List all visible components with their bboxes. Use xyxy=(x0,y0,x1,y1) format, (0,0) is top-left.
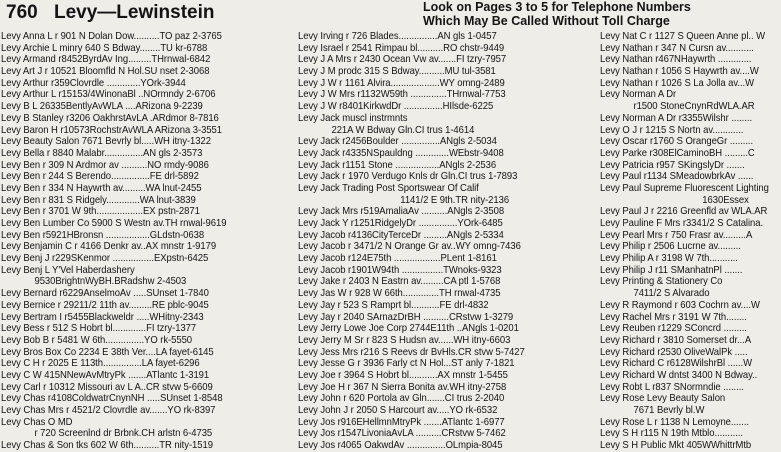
listing-entry: Levy Jesse G r 3936 Farly ct N Hol...ST anly 7-1821 xyxy=(298,358,515,370)
column-2 xyxy=(298,31,598,452)
page-title: Levy—Lewinstein xyxy=(54,2,215,23)
listing-entry: Levy Irving r 726 Blades...............AN gls 1-0457 xyxy=(298,31,497,42)
listing-entry: Levy O J r 1215 S Nortn av............ xyxy=(600,124,744,136)
listing-entry: r 720 Screenlnd dr Brbnk.CH arlstn 6-4735 xyxy=(34,428,213,440)
listing-entry: Levy Bros Box Co 2234 E 38th Ver....LA fayet-6145 xyxy=(1,346,214,358)
listing-entry: Levy Chas Mrs r 4521/2 Clovrdle av.......YO rk-8397 xyxy=(1,405,216,416)
page-number: 760 xyxy=(6,2,38,23)
listing-entry: Levy Benj J r229SKenmor ................EXpstn-6425 xyxy=(1,253,209,265)
listing-entry: Levy Richard C r6128WilshrBl ......W xyxy=(600,358,753,370)
listing-entry: Levy Ben r 244 S Berendo...............FE drl-5892 xyxy=(1,171,199,183)
listing-entry: Levy Paul r1134 SMeadowbrkAv ...... xyxy=(600,171,754,183)
listing-entry: Levy Richard r 3810 Somerset dr...A xyxy=(600,334,752,346)
listing-entry: Levy Nathan r 1026 S La Jolla av...W xyxy=(600,77,755,89)
listing-entry: Levy Arthur L r15153/4WinonaBl ..NOrmndy 2-6706 xyxy=(1,89,216,101)
listing-entry: Levy Paul Supreme Fluorescent Lighting xyxy=(600,182,769,194)
listing-entry: Levy Jack r4335NSpauldng .............WEbstr-9408 xyxy=(298,147,504,159)
listing-entry: r1500 StoneCnynRdWLA.AR xyxy=(633,101,755,113)
listing-entry: Levy J W Mrs r1132W59th ..............THrnwal-7753 xyxy=(298,89,506,101)
listing-entry: Levy C W 415NNewAvMtryPk .......ATlantc 1-3191 xyxy=(1,369,210,381)
listing-entry: Levy S H r115 N 19th Mtblo........... xyxy=(600,428,743,440)
listing-entry: Levy Jacob r 3471/2 N Orange Gr av..WY omng-7436 xyxy=(298,241,521,253)
listing-entry: Levy Jay r 523 S Ramprt bl...........FE drl-4832 xyxy=(298,299,489,311)
listing-entry: Levy Benj L Y'Vel Haberdashery xyxy=(1,264,135,276)
listing-entry: Levy Archie L minry 640 S Bdway........TU kr-6788 xyxy=(1,42,208,54)
listing-entry: Levy Ben r5921HBronsn .................GLdstn-0638 xyxy=(1,229,205,241)
listing-entry: Levy Pauline F Mrs r3341/2 S Catalina. xyxy=(600,218,764,229)
listing-entry: Levy Jack r1151 Stone .................ANgls 2-2536 xyxy=(298,159,497,171)
listing-entry: Levy Bernard r6229AnselmoAv .....SUnset 1-7840 xyxy=(1,288,209,300)
listing-entry: Levy Jake r 2403 N Eastrn av.........CA ptl 1-5768 xyxy=(298,276,501,288)
listing-entry: Levy B Stanley r3206 OakhrstAvLA .ARdmor 8-7816 xyxy=(1,112,219,124)
listing-entry: Levy Nathan r467NHaywrth ............. xyxy=(600,54,752,66)
listing-entry: Levy B L 26335BentlyAvWLA ....ARizona 9-2239 xyxy=(1,101,203,113)
listing-entry: Levy Richard r2530 OliveWalPk ..... xyxy=(600,346,748,358)
listing-entry: 7411/2 S Alvarado xyxy=(633,288,710,300)
listing-entry: Levy Jack Mrs r519AmaliaAv ..........ANgls 2-3508 xyxy=(298,206,505,218)
listing-entry: Levy S H Public Mkt 405WWhittrMtb xyxy=(600,440,752,452)
listing-entry: Levy Rachel Mrs r 3191 W 7th........ xyxy=(600,311,747,323)
listing-entry: Levy Ben r 334 N Haywrth av.........WA lnut-2455 xyxy=(1,182,202,194)
listing-entry: Levy Jack muscl instrmnts xyxy=(298,112,408,124)
listing-entry: 9530BrightnWyBH.BRadshw 2-4503 xyxy=(34,276,187,288)
listing-entry: Levy Nathan r 1056 S Haywrth av....W xyxy=(600,66,759,78)
column-1 xyxy=(1,31,296,452)
listing-entry: Levy Jacob r4136CityTerceDr .........ANgls 2-5334 xyxy=(298,229,504,241)
listing-entry: 1630Essex xyxy=(702,194,749,206)
listing-entry: Levy Reuben r1229 SConcrd ......... xyxy=(600,323,747,335)
listing-entry: Levy Rose L r 1138 N Lemoyne....... xyxy=(600,416,749,428)
listing-entry: Levy Bella r 8840 Malabr...............AN gls 2-3573 xyxy=(1,147,203,159)
listing-entry: Levy Chas & Son tks 602 W 6th..........TR nity-1519 xyxy=(1,440,213,452)
page-header xyxy=(0,0,781,29)
listing-entry: Levy Jack r 1970 Verdugo Knls dr Gln.CI trus 1-7893 xyxy=(298,171,518,183)
listing-entry: Levy Beauty Salon 7671 Bevrly bl.....WH itny-1322 xyxy=(1,136,211,148)
listing-entry: Levy Jess Mrs r216 S Reevs dr BvHls.CR stvw 5-7427 xyxy=(298,346,525,358)
listing-entry: Levy Jas W r 928 W 66th..............TH rnwal-4735 xyxy=(298,288,501,300)
listing-entry: Levy Jack r2456Boulder ...............ANgls 2-5034 xyxy=(298,136,497,148)
listing-entry: Levy Ben Lumber Co 5900 S Westn av.TH rnwal-9619 xyxy=(1,218,227,229)
listing-entry: Levy Nat C r 1127 S Queen Anne pl.. W xyxy=(600,31,766,42)
listing-entry: Levy Jerry M Sr r 823 S Hudsn av......WH itny-6603 xyxy=(298,334,511,346)
listing-entry: Levy Armand r8452ByrdAv Ing.........THrnwal-6842 xyxy=(1,54,211,66)
listing-entry: Levy Ben r 309 N Ardmor av ..........NO rmdy-9086 xyxy=(1,159,209,171)
listing-entry: Levy Jack Y r1251RidgelyDr ...............YOrk-6485 xyxy=(298,218,503,229)
listing-entry: Levy Parke r308ElCaminoBH .........C xyxy=(600,147,755,159)
listing-entry: Levy Philip r 2506 Lucrne av......... xyxy=(600,241,741,253)
listing-entry: Levy Ben r 831 S Ridgely.............WA lnut-3839 xyxy=(1,194,196,206)
listing-entry: Levy Nathan r 347 N Cursn av........... xyxy=(600,42,754,54)
listing-entry: Levy John r 620 Portola av Gln.......CI trus 2-2040 xyxy=(298,393,505,405)
listing-entry: Levy Chas O MD xyxy=(1,416,73,428)
listing-entry: Levy Joe r 3964 S Hobrt bl...........AX mnstr 1-5455 xyxy=(298,369,508,381)
listing-entry: Levy Bernice r 29211/2 11th av.........RE pblc-9045 xyxy=(1,299,209,311)
listing-entry: Levy Jos r916EHellmnMtryPk .......ATlantc 1-6977 xyxy=(298,416,505,428)
listing-entry: Levy Benjamin C r 4166 Denkr av..AX mnstr 1-9179 xyxy=(1,241,217,253)
listing-entry: Levy J M prodc 315 S Bdway..........MU tul-3581 xyxy=(298,66,496,78)
listing-entry: Levy Robt L r837 SNormndie ........ xyxy=(600,381,744,393)
listing-entry: Levy Norman A Dr r3355Wilshr ........ xyxy=(600,112,753,124)
listing-entry: Levy Rose Levy Beauty Salon xyxy=(600,393,726,405)
listing-entry: Levy J W r8401KirkwdDr ...............HIlsde-6225 xyxy=(298,101,494,113)
listing-entry: 221A W Bdway Gln.CI trus 1-4614 xyxy=(331,124,475,136)
listing-entry: Levy Patricia r957 SKingslyDr ....... xyxy=(600,159,745,171)
toll-note-line-1: Look on Pages 3 to 5 for Telephone Numbers xyxy=(423,0,691,14)
listing-entry: 1141/2 E 9th.TR nity-2136 xyxy=(400,194,510,206)
listing-entry: Levy Arthur r359Clovrdle .............YOrk-3944 xyxy=(1,77,186,89)
listing-entry: Levy C H r 2025 E 113th...............LA fayet-6296 xyxy=(1,358,200,370)
listing-entry: Levy Baron H r10573RochstrAvWLA ARizona 3-3551 xyxy=(1,124,222,136)
listing-entry: Levy Ben r 3701 W 9th..................EX pstn-2871 xyxy=(1,206,200,218)
listing-entry: Levy Israel r 2541 Rimpau bl..........RO chstr-9449 xyxy=(298,42,505,54)
toll-note-line-2: Which May Be Called Without Toll Charge xyxy=(423,14,670,28)
listing-entry: Levy Jack Trading Post Sportswear Of Calif xyxy=(298,182,479,194)
listing-entry: Levy Printing & Stationery Co xyxy=(600,276,723,288)
listing-entry: Levy Bess r 512 S Hobrt bl.............FI tzry-1377 xyxy=(1,323,197,335)
listing-entry: Levy John J r 2050 S Harcourt av.....YO rk-6532 xyxy=(298,405,498,416)
listing-entry: Levy Jerry Lowe Joe Corp 2744E11th ..ANgls 1-0201 xyxy=(298,323,519,335)
listing-entry: Levy Anna L r 901 N Dolan Dow..........TO paz 2-3765 xyxy=(1,31,222,42)
listing-entry: Levy Philip J r11 SManhatnPl ....... xyxy=(600,264,743,276)
listing-entry: Levy Jay r 2040 SArnazDrBH ..........CRstvw 1-3279 xyxy=(298,311,514,323)
listing-entry: Levy Jacob r124E75th ..................PLent 1-8161 xyxy=(298,253,497,265)
listing-entry: Levy Joe H r 367 N Sierra Bonita av.WH itny-2758 xyxy=(298,381,507,393)
listing-entry: Levy Carl r 10312 Missouri av L A..CR stvw 5-6609 xyxy=(1,381,213,393)
toll-note xyxy=(423,0,781,28)
listing-entry: Levy Chas r4108ColdwatrCnynNH .....SUnset 1-8548 xyxy=(1,393,223,405)
listing-entry: 7671 Bevrly bl.W xyxy=(633,405,705,416)
listing-entry: Levy J W r 1161 Alvira...................WY omng-2489 xyxy=(298,77,505,89)
listing-entry: Levy Pearl Mrs r 750 Frasr av.........A xyxy=(600,229,753,241)
listing-entry: Levy Jos r1547LivoniaAvLA ..........CRstvw 5-7462 xyxy=(298,428,506,440)
column-3 xyxy=(600,31,781,452)
listing-entry: Levy Richard W dntst 3400 N Bdway.. xyxy=(600,369,758,381)
listing-entry: Levy Oscar r1760 S OrangeGr ......... xyxy=(600,136,754,148)
listing-entry: Levy Art J r 10521 Bloomfld N Hol.SU nset 2-3068 xyxy=(1,66,210,78)
listing-entry: Levy R Raymond r 603 Cochrn av....W xyxy=(600,299,760,311)
listing-entry: Levy J A Mrs r 2430 Ocean Vw av.......FI tzry-7957 xyxy=(298,54,507,66)
listing-entry: Levy Jacob r1901W94th ................TWnoks-9323 xyxy=(298,264,502,276)
listing-entry: Levy Norman A Dr xyxy=(600,89,677,101)
listing-entry: Levy Paul J r 2216 Greenfld av WLA.AR xyxy=(600,206,768,218)
listing-entry: Levy Philip A r 3198 W 7th........... xyxy=(600,253,738,265)
listing-entry: Levy Bob B r 5481 W 6th...............YO rk-5550 xyxy=(1,334,193,346)
listing-entry: Levy Bertram I r5455Blackweldr .....WHitny-2343 xyxy=(1,311,204,323)
listing-entry: Levy Jos r4065 OakwdAv ...............OLmpia-8045 xyxy=(298,440,503,452)
